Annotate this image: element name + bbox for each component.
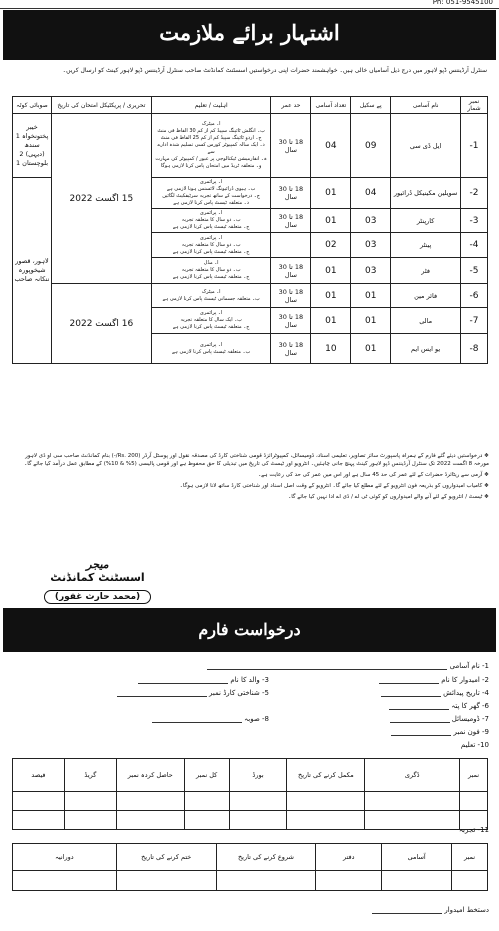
table-row xyxy=(13,114,488,178)
header-cell: نمبر xyxy=(452,844,488,871)
form-banner xyxy=(3,608,496,652)
quota-cell: خیبر پختونخواہ 1 سندھ (دیہی) 2 بلوچستان 1 xyxy=(13,114,52,178)
field-signature[interactable]: دستخط امیدوار xyxy=(372,906,489,914)
qualification-cell: ا۔ میٹرک ب۔ انگلش ٹائپنگ سپیڈ کم از کم 30 الفاظ فی منٹ ج۔ اردو ٹائپنگ سپیڈ کم از کم 25 الفاظ فی منٹ د۔ ایک سالہ کمپیوٹر کورس کسی تسلیم شدہ ادارے سے ہ۔ انفارمیشن ٹیکنالوجی پر عبور / کمپیوٹر کی مہارت و۔ متعلقہ ٹریڈ میں امتحان پاس کرنا لازمی ہوگا xyxy=(151,114,271,178)
post-count-cell: 01 xyxy=(311,209,351,233)
education-header-row xyxy=(13,759,488,792)
serial-cell: 7- xyxy=(461,308,488,334)
header-cell: تحریری / پریکٹیکل امتحان کی تاریخ xyxy=(52,97,152,114)
age-limit-cell: 18 تا 30 سال xyxy=(271,178,311,209)
note-item: ❖ کامیاب امیدواروں کو بذریعہ فون انٹرویو کے لئے مطلع کیا جائے گا۔ انٹرویو کے وقت اصل اسناد اور شناختی کارڈ ساتھ لانا لازمی ہوگا۔ xyxy=(179,483,489,489)
form-title: درخواست فارم xyxy=(198,620,301,639)
ad-title: اشتہار برائے ملازمت xyxy=(159,20,340,45)
notes-section xyxy=(11,452,489,504)
header-cell: آسامی xyxy=(382,844,452,871)
age-limit-cell: 18 تا 30 سال xyxy=(271,258,311,284)
header-cell: صوبائی کوٹہ xyxy=(13,97,52,114)
table-row xyxy=(13,284,488,308)
header-cell: پے سکیل xyxy=(351,97,391,114)
field-phone[interactable]: 9- فون نمبر xyxy=(391,728,489,736)
note-item: ❖ ٹیسٹ / انٹرویو کے لئے آنے والے امیدواروں کو کوئی ٹی اے / ڈی اے ادا نہیں کیا جائے گا۔ xyxy=(287,494,489,500)
phone-number: Ph: 051-9545100 xyxy=(432,0,493,6)
signature-name: (محمد حارث غفور) xyxy=(44,590,151,604)
serial-cell: 5- xyxy=(461,258,488,284)
top-bar xyxy=(0,0,499,9)
post-count-cell: 10 xyxy=(311,334,351,364)
post-count-cell: 01 xyxy=(311,178,351,209)
header-cell: ختم کرنے کی تاریخ xyxy=(116,844,216,871)
header-cell: نمبر شمار xyxy=(461,97,488,114)
header-cell: گریڈ xyxy=(64,759,116,792)
pay-scale-cell: 03 xyxy=(351,258,391,284)
header-cell: ڈگری xyxy=(365,759,460,792)
age-limit-cell: 18 تا 30 سال xyxy=(271,334,311,364)
note-item: ❖ آرمی سے ریٹائرڈ حضرات کے لئے عمر کی حد 45 سال ہے اور اس میں عمر کی حد کی رعایت ہے۔ xyxy=(257,472,489,478)
field-cnic[interactable]: 5- شناختی کارڈ نمبر xyxy=(117,689,269,697)
serial-cell: 1- xyxy=(461,114,488,178)
header-cell: دفتر xyxy=(316,844,382,871)
pay-scale-cell: 03 xyxy=(351,209,391,233)
header-cell: مکمل کرنے کی تاریخ xyxy=(287,759,365,792)
ad-banner xyxy=(3,10,496,60)
field-province[interactable]: 8- صوبہ xyxy=(152,715,269,723)
post-name-cell: کارپنٹر xyxy=(391,209,461,233)
qualification-cell: ا۔ میٹرک ب۔ متعلقہ جسمانی ٹیسٹ پاس کرنا لازمی ہے xyxy=(151,284,271,308)
signature-title: اسسٹنٹ کمانڈنٹ xyxy=(50,571,145,584)
field-candidate-name[interactable]: 2- امیدوار کا نام xyxy=(379,676,489,684)
note-item: ❖ درخواستیں دیئے گئے فارم کے ہمراہ پاسپورٹ سائز تصاویر، تعلیمی اسناد، ڈومیسائل، کمپیوٹرائزڈ قومی شناختی کارڈ کی مصدقہ نقول اور پوسٹل آرڈر (Rs. 200/-) بنام کمانڈنٹ صاحب سی او ڈی لاہور مورخہ 8 اگست 2022 تک سنٹرل آرڈیننس ڈپو لاہور کینٹ پہنچ جانی چاہئیں۔ انٹرویو اور ٹیسٹ کی تاریخ میں تبدیلی کا حق محفوظ ہے اور قومی پالیسی (5% & 10%) کے مطابق عمل درآمد کیا جائے گا۔ xyxy=(24,453,489,467)
pay-scale-cell: 01 xyxy=(351,284,391,308)
field-father-name[interactable]: 3- والد کا نام xyxy=(138,676,269,684)
age-limit-cell: 18 تا 30 سال xyxy=(271,114,311,178)
header-cell: حاصل کردہ نمبر xyxy=(116,759,184,792)
post-count-cell: 01 xyxy=(311,308,351,334)
header-cell: کل نمبر xyxy=(184,759,229,792)
exam-date-cell: 16 اگست 2022 xyxy=(52,284,152,364)
serial-cell: 2- xyxy=(461,178,488,209)
post-name-cell: فٹر xyxy=(391,258,461,284)
field-dob[interactable]: 4- تاریخ پیدائش xyxy=(381,689,489,697)
age-limit-cell xyxy=(271,233,311,258)
post-name-cell: سویلین مکینیکل ڈرائیور xyxy=(391,178,461,209)
header-cell: اہلیت / تعلیم xyxy=(151,97,271,114)
qualification-cell: ا۔ پرائمری ب۔ دو سال کا متعلقہ تجربہ ج۔ متعلقہ ٹیسٹ پاس کرنا لازمی ہے xyxy=(151,209,271,233)
quota-cell: لاہور، قصور شیخوپورہ ننکانہ صاحب xyxy=(13,178,52,364)
qualification-cell: ا۔ پرائمری ب۔ ایک سال کا متعلقہ تجربہ ج۔ متعلقہ ٹیسٹ پاس کرنا لازمی ہے xyxy=(151,308,271,334)
qualification-cell: ا۔ مڈل ب۔ دو سال کا متعلقہ تجربہ ج۔ متعلقہ ٹیسٹ پاس کرنا لازمی ہے xyxy=(151,258,271,284)
post-name-cell: یو ایس ایم xyxy=(391,334,461,364)
qualification-cell: ا۔ پرائمری ب۔ دو سال کا متعلقہ تجربہ ج۔ متعلقہ ٹیسٹ پاس کرنا لازمی ہے xyxy=(151,233,271,258)
serial-cell: 3- xyxy=(461,209,488,233)
header-cell: حد عمر xyxy=(271,97,311,114)
pay-scale-cell: 01 xyxy=(351,308,391,334)
age-limit-cell: 18 تا 30 سال xyxy=(271,308,311,334)
vacancy-header-row xyxy=(13,97,488,114)
ad-intro: سنٹرل آرڈیننس ڈپو لاہور میں درج ذیل آسامیاں خالی ہیں۔ خواہشمند حضرات اپنی درخواستیں اسسٹنٹ کمانڈنٹ صاحب سنٹرل آرڈیننس ڈپو لاہور کینٹ کو ارسال کریں۔ xyxy=(62,67,487,74)
pay-scale-cell: 04 xyxy=(351,178,391,209)
post-name-cell: فائر مین xyxy=(391,284,461,308)
serial-cell: 6- xyxy=(461,284,488,308)
header-cell: بورڈ xyxy=(229,759,287,792)
pay-scale-cell: 01 xyxy=(351,334,391,364)
field-post-name[interactable]: 1- نام آسامی xyxy=(207,662,489,670)
post-count-cell: 04 xyxy=(311,114,351,178)
serial-cell: 4- xyxy=(461,233,488,258)
field-domicile[interactable]: 7- ڈومیسائل xyxy=(390,715,489,723)
header-cell: نمبر xyxy=(460,759,488,792)
signature-rank: میجر xyxy=(86,558,109,571)
field-education-label: 10- تعلیم xyxy=(460,741,489,749)
header-cell: فیصد xyxy=(13,759,65,792)
age-limit-cell: 18 تا 30 سال xyxy=(271,209,311,233)
table-row[interactable] xyxy=(13,811,488,830)
header-cell: نام آسامی xyxy=(391,97,461,114)
experience-header-row xyxy=(13,844,488,871)
post-count-cell: 02 xyxy=(311,233,351,258)
header-cell: شروع کرنے کی تاریخ xyxy=(216,844,316,871)
vacancy-table xyxy=(12,96,488,364)
post-name-cell: پینٹر xyxy=(391,233,461,258)
table-row[interactable] xyxy=(13,792,488,811)
signature-block xyxy=(20,558,175,604)
qualification-cell: ا۔ پرائمری ب۔ ہیوی ڈرائیونگ لائسنس ہونا لازمی ہے ج۔ درخواست کے ساتھ تجربہ سرٹیفکیٹ لگائیں د۔ متعلقہ ٹیسٹ پاس کرنا لازمی ہے xyxy=(151,178,271,209)
post-name-cell: ایل ڈی سی xyxy=(391,114,461,178)
serial-cell: 8- xyxy=(461,334,488,364)
table-row[interactable] xyxy=(13,871,488,891)
pay-scale-cell: 03 xyxy=(351,233,391,258)
post-count-cell: 01 xyxy=(311,258,351,284)
field-address[interactable]: 6- گھر کا پتہ xyxy=(389,702,489,710)
post-count-cell: 01 xyxy=(311,284,351,308)
pay-scale-cell: 09 xyxy=(351,114,391,178)
age-limit-cell: 18 تا 30 سال xyxy=(271,284,311,308)
field-experience-label: 11- تجربہ xyxy=(458,826,489,834)
experience-table xyxy=(12,843,488,891)
qualification-cell: ا۔ پرائمری ب۔ متعلقہ ٹیسٹ پاس کرنا لازمی ہے xyxy=(151,334,271,364)
education-table xyxy=(12,758,488,830)
header-cell: تعداد آسامی xyxy=(311,97,351,114)
post-name-cell: مالی xyxy=(391,308,461,334)
header-cell: دورانیہ xyxy=(13,844,117,871)
exam-date-cell: 15 اگست 2022 xyxy=(52,114,152,284)
